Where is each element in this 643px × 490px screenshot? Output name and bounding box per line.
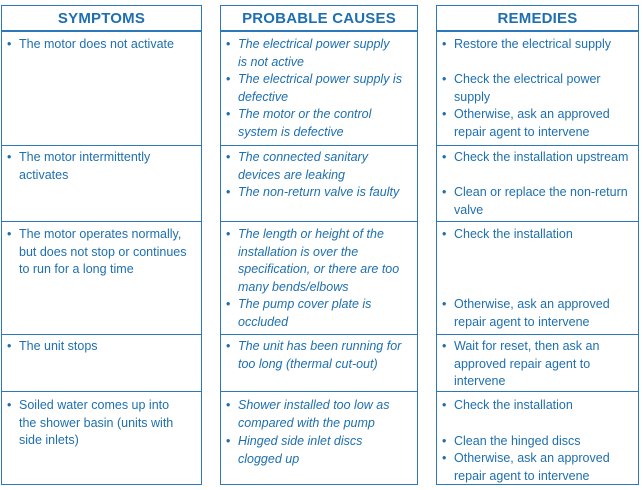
cause-item xyxy=(225,36,393,71)
cause-text: Shower installed too low as compared with the pump xyxy=(238,398,390,430)
row-divider xyxy=(437,145,638,146)
cause-item xyxy=(225,71,413,106)
symptom-text: The motor intermittently activates xyxy=(19,150,151,182)
bullet-icon: • xyxy=(226,297,231,311)
remedy-text: Check the installation xyxy=(454,398,573,412)
bullet-icon: • xyxy=(442,72,447,86)
remedy-text: Wait for reset, then ask an approved repair agent to intervene xyxy=(454,339,600,388)
remedy-item xyxy=(441,36,634,54)
row-divider xyxy=(2,145,201,146)
remedy-text: Clean or replace the non-return valve xyxy=(454,185,628,217)
bullet-icon: • xyxy=(442,398,447,412)
row-divider xyxy=(221,391,417,392)
symptoms-header: SYMPTOMS xyxy=(57,10,146,27)
cause-item xyxy=(225,296,387,331)
bullet-icon: • xyxy=(442,185,447,199)
remedy-text: Restore the electrical supply xyxy=(454,37,612,51)
remedies-column xyxy=(436,5,639,485)
bullet-icon: • xyxy=(226,37,231,51)
bullet-icon: • xyxy=(226,185,231,199)
row-divider xyxy=(221,145,417,146)
bullet-icon: • xyxy=(442,297,447,311)
bullet-icon: • xyxy=(442,434,447,448)
symptom-item xyxy=(6,397,181,450)
row-divider xyxy=(221,221,417,222)
bullet-icon: • xyxy=(226,107,231,121)
row-divider xyxy=(2,221,201,222)
symptom-item xyxy=(6,149,171,184)
row-divider xyxy=(2,334,201,335)
bullet-icon: • xyxy=(442,37,447,51)
bullet-icon: • xyxy=(442,339,447,353)
cause-item xyxy=(225,184,413,202)
bullet-icon: • xyxy=(442,150,447,164)
cause-text: The motor or the control system is defective xyxy=(238,107,372,139)
remedy-item xyxy=(441,71,608,106)
symptoms-column xyxy=(1,5,202,485)
bullet-icon: • xyxy=(7,398,12,412)
remedy-text: Otherwise, ask an approved repair agent to intervene xyxy=(454,297,610,329)
cause-item xyxy=(225,338,413,373)
cause-text: The pump cover plate is occluded xyxy=(238,297,372,329)
symptom-text: The motor operates normally, but does not stop or continues to run for a long time xyxy=(19,227,187,276)
remedy-item xyxy=(441,397,634,415)
bullet-icon: • xyxy=(226,434,231,448)
cause-item xyxy=(225,149,413,184)
remedy-text: Check the electrical power supply xyxy=(454,72,601,104)
remedy-item xyxy=(441,296,634,331)
symptom-item xyxy=(6,36,197,54)
cause-item xyxy=(225,433,377,468)
row-divider xyxy=(221,334,417,335)
causes-header: PROBABLE CAUSES xyxy=(242,10,396,27)
remedy-item xyxy=(441,184,634,219)
bullet-icon: • xyxy=(7,37,12,51)
symptom-item xyxy=(6,226,197,279)
bullet-icon: • xyxy=(442,227,447,241)
symptom-text: The unit stops xyxy=(19,339,98,353)
header-divider xyxy=(221,30,417,32)
remedy-text: Check the installation xyxy=(454,227,573,241)
remedy-text: Clean the hinged discs xyxy=(454,434,581,448)
cause-item xyxy=(225,397,413,432)
cause-item xyxy=(225,226,413,296)
cause-text: The electrical power supply is not active xyxy=(238,37,390,69)
remedy-text: Otherwise, ask an approved repair agent to intervene xyxy=(454,451,610,483)
symptom-text: Soiled water comes up into the shower basin (units with side inlets) xyxy=(19,398,174,447)
row-divider xyxy=(2,391,201,392)
cause-text: The electrical power supply is defective xyxy=(238,72,402,104)
header-divider xyxy=(437,30,638,32)
row-divider xyxy=(437,221,638,222)
bullet-icon: • xyxy=(7,227,12,241)
causes-column xyxy=(220,5,418,485)
bullet-icon: • xyxy=(442,451,447,465)
cause-text: The length or height of the installation is over the specification, or there are too many bends/elbows xyxy=(238,227,400,294)
bullet-icon: • xyxy=(226,72,231,86)
cause-text: The unit has been running for too long (thermal cut-out) xyxy=(238,339,402,371)
bullet-icon: • xyxy=(7,150,12,164)
remedy-text: Otherwise, ask an approved repair agent to intervene xyxy=(454,107,610,139)
bullet-icon: • xyxy=(442,107,447,121)
row-divider xyxy=(437,334,638,335)
symptom-item xyxy=(6,338,197,356)
header-divider xyxy=(2,30,201,32)
symptom-text: The motor does not activate xyxy=(19,37,174,51)
row-divider xyxy=(437,391,638,392)
bullet-icon: • xyxy=(226,339,231,353)
remedy-item xyxy=(441,149,634,167)
cause-text: The non-return valve is faulty xyxy=(238,185,400,199)
cause-text: Hinged side inlet discs clogged up xyxy=(238,434,363,466)
remedy-item xyxy=(441,433,634,451)
cause-item xyxy=(225,106,413,141)
bullet-icon: • xyxy=(226,398,231,412)
bullet-icon: • xyxy=(226,227,231,241)
remedies-header: REMEDIES xyxy=(497,10,578,27)
remedy-item xyxy=(441,338,634,391)
remedy-text: Check the installation upstream xyxy=(454,150,629,164)
cause-text: The connected sanitary devices are leaking xyxy=(238,150,368,182)
bullet-icon: • xyxy=(7,339,12,353)
remedy-item xyxy=(441,226,634,244)
remedy-item xyxy=(441,450,634,485)
remedy-item xyxy=(441,106,634,141)
bullet-icon: • xyxy=(226,150,231,164)
